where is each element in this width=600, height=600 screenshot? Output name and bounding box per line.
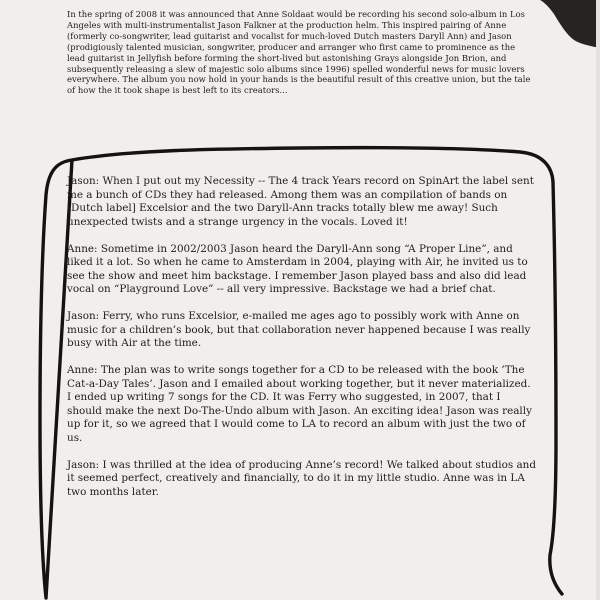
dialogue-paragraph: Jason: Ferry, who runs Excelsior, e-mailed me ages ago to possibly work with Anne on music for a children’s book, but that collaboration never happened because I was really busy with Air at the time. xyxy=(67,310,531,350)
corner-speech-tail xyxy=(540,0,600,55)
dialogue-paragraph: Jason: I was thrilled at the idea of producing Anne’s record! We talked about studios and it seemed perfect, creatively and financially, to do it in my little studio. Anne was in LA two months later. xyxy=(67,458,537,498)
dialogue-paragraph: Anne: The plan was to write songs together for a CD to be released with the book ’The Cat-a-Day Tales’. Jason and I emailed about working together, but it never materialized. I ended up writing 7 songs for the CD. It was Ferry who suggested, in 2007, that I should make the next Do-The-Undo album with Jason. An exciting idea! Jason was really up for it, so we agreed that I would come to LA to record an album with just the two of us. xyxy=(67,364,532,444)
dialogue-paragraph: Anne: Sometime in 2002/2003 Jason heard the Daryll-Ann song “A Proper Line”, and liked it a lot. So when he came to Amsterdam in 2004, playing with Air, he invited us to see the show and meet him backstage. I remember Jason played bass and also did lead vocal on “Playground Love” -- all very impressive. Backstage we had a brief chat. xyxy=(67,242,528,296)
intro-paragraph: In the spring of 2008 it was announced that Anne Soldaat would be recording his second solo-album in Los Angeles with multi-instrumentalist Jason Falkner at the production helm. This inspired pairing of Anne (formerly co-songwriter, lead guitarist and vocalist for much-loved Dutch masters Daryll Ann) and Jason (prodigiously talented musician, songwriter, producer and arranger who first came to prominence as the lead guitarist in Jellyfish before forming the short-lived but astonishing Grays alongside Jon Brion, and subsequently releasing a slew of majestic solo albums since 1996) spelled wonderful news for music lovers everywhere. The album you now hold in your hands is the beautiful result of this creative union, but the tale of how the it took shape is best left to its creators... xyxy=(67,9,531,96)
page-edge xyxy=(596,0,600,600)
dialogue-paragraph: Jason: When I put out my Necessity -- The 4 track Years record on SpinArt the label sent me a bunch of CDs they had released. Among them was an compilation of bands on [Dutch label] Excelsior and the two Daryll-Ann tracks totally blew me away! Such unexpected twists and a strange urgency in the vocals. Loved it! xyxy=(67,175,534,228)
dialogue-block xyxy=(67,175,537,513)
